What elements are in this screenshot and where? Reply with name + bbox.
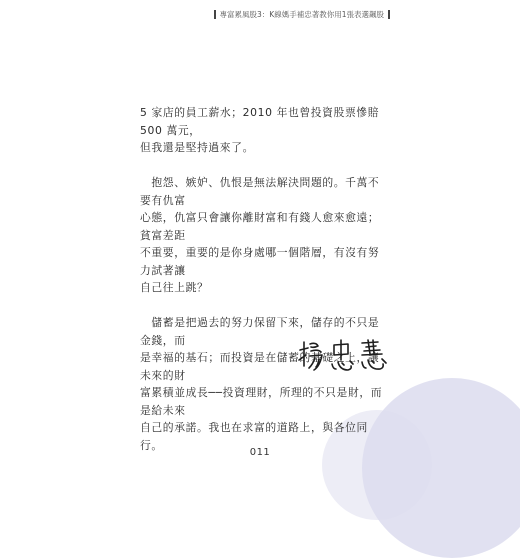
body-text xyxy=(140,104,390,472)
paragraph-2: 抱怨、嫉妒、仇恨是無法解決問題的。千萬不要有仇富 心態，仇富只會讓你離財富和有錢人愈來愈遠；貧富差距 不重要，重要的是你身處哪一個階層，有沒有努力試著讓 自己往上跳？ xyxy=(140,176,380,294)
paragraph-1: 5 家店的員工薪水；2010 年也曾投資股票慘賠 500 萬元， 但我還是堅持過來了。 xyxy=(140,106,380,154)
header-bar-left xyxy=(214,10,216,19)
handwritten-signature xyxy=(296,336,392,376)
page-number: 011 xyxy=(249,447,271,458)
paragraph-3: 儲蓄是把過去的努力保留下來，儲存的不只是金錢，而 是幸福的基石；而投資是在儲蓄的基礎之上，讓未來的財 富累積並成長──投資理財，所理的不只是財，而是給未來 自己的承諾。我也在求富的道路上，與各位同行。 xyxy=(140,316,383,452)
header-bar-right xyxy=(388,10,390,19)
running-header xyxy=(214,9,390,20)
running-title: 專富累風股3：K線媽手補忠著教你用1張表選飆股 xyxy=(219,10,384,19)
